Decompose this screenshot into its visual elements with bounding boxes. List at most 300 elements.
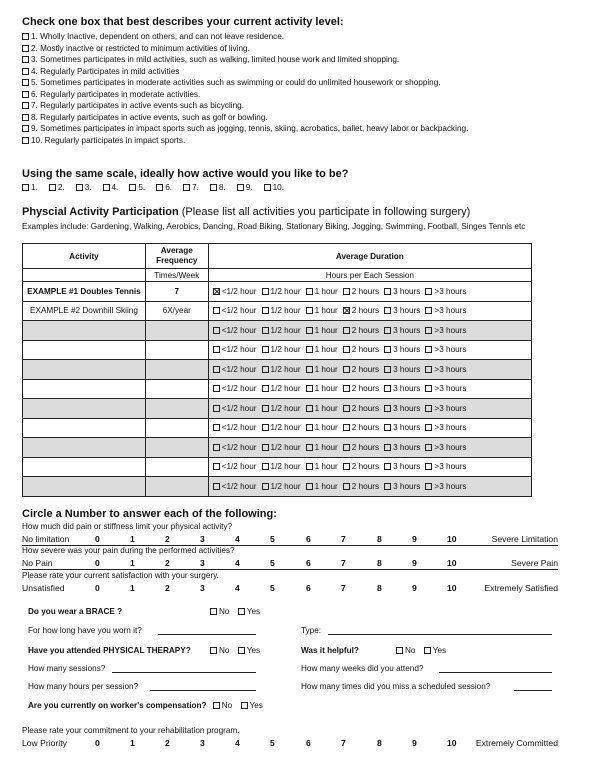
comp-yes[interactable] [241,700,263,712]
participation-heading-note: (Please list all activities you participate in following surgery) [181,206,471,218]
scale-number[interactable]: 2 [165,738,170,748]
brace-yes-checkbox[interactable] [238,608,245,615]
ideal-option[interactable] [49,182,65,194]
duration-option[interactable] [306,365,338,374]
duration-checkbox[interactable] [306,327,313,334]
activity-level-checkbox[interactable] [22,45,29,52]
frequency-cell[interactable] [145,477,208,497]
activity-level-checkbox[interactable] [22,102,29,109]
duration-option[interactable] [213,287,257,296]
therapy-weeks-field[interactable] [439,672,552,673]
scale-number[interactable]: 3 [200,738,205,748]
duration-checkbox[interactable] [262,444,269,451]
therapy-weeks-label: How many weeks did you attend? [301,664,424,673]
duration-option[interactable] [384,384,420,393]
ideal-checkbox[interactable] [76,184,83,191]
ideal-option[interactable] [129,182,145,194]
brace-duration-field[interactable] [158,634,256,635]
table-row [23,360,532,380]
duration-label: 2 hours [351,364,380,374]
scale-number[interactable]: 10 [447,558,457,568]
duration-option[interactable] [425,423,466,432]
activity-level-checkbox[interactable] [22,33,29,40]
duration-checkbox[interactable] [384,424,391,431]
therapy-hours-field[interactable] [150,690,256,691]
duration-option[interactable] [425,326,466,335]
duration-label: >3 hours [434,384,467,394]
comp-no-checkbox[interactable] [213,702,220,709]
duration-label: 3 hours [393,364,421,374]
brace-yes[interactable] [238,606,260,618]
ideal-checkbox[interactable] [156,184,163,191]
duration-checkbox[interactable] [384,444,391,451]
duration-checkbox[interactable] [262,288,269,295]
activity-level-option[interactable] [22,54,468,66]
duration-label: >3 hours [434,306,467,316]
duration-option[interactable] [343,306,379,315]
ideal-checkbox[interactable] [22,184,29,191]
activity-level-checkbox[interactable] [22,68,29,75]
duration-option[interactable] [262,287,301,296]
scale-number[interactable]: 10 [447,534,457,544]
duration-checkbox[interactable] [343,385,350,392]
helpful-yes[interactable] [424,645,446,657]
frequency-cell[interactable]: 7 [145,282,208,302]
duration-label: >3 hours [434,462,467,472]
scale-number[interactable]: 5 [270,534,275,544]
scale-number[interactable]: 2 [165,583,170,593]
scale-number[interactable]: 6 [306,583,311,593]
duration-option[interactable] [213,423,257,432]
duration-option[interactable] [425,306,466,315]
duration-checkbox[interactable] [306,346,313,353]
duration-checkbox[interactable] [262,405,269,412]
sub-activity [23,269,146,282]
duration-label: 1 hour [314,306,338,316]
duration-checkbox[interactable] [306,405,313,412]
activity-level-label: 9. Sometimes participates in impact sports such as jogging, tennis, skiing, acrobatics, ballet, heavy labor or backpacking. [31,124,469,133]
activity-level-checkbox[interactable] [22,125,29,132]
duration-label: 2 hours [351,325,380,335]
duration-option[interactable] [262,326,301,335]
activity-cell[interactable] [23,399,146,419]
scale-number[interactable]: 10 [447,738,457,748]
duration-option[interactable] [384,345,420,354]
scale-number[interactable]: 3 [200,534,205,544]
scale-number[interactable]: 7 [341,558,346,568]
therapy-sessions-field[interactable] [112,672,256,673]
activity-cell[interactable] [23,379,146,399]
duration-label: <1/2 hour [221,423,257,433]
therapy-no-checkbox[interactable] [210,647,217,654]
duration-option[interactable] [425,404,466,413]
activity-level-option[interactable] [22,112,468,124]
duration-checkbox[interactable] [213,327,220,334]
duration-checkbox[interactable] [425,444,432,451]
scale-number[interactable]: 5 [270,738,275,748]
duration-checkbox[interactable] [384,366,391,373]
helpful-no-checkbox[interactable] [396,647,403,654]
activity-cell[interactable] [23,360,146,380]
scale-number[interactable]: 0 [95,583,100,593]
scale-number[interactable]: 3 [200,583,205,593]
duration-label: >3 hours [434,423,467,433]
duration-checkbox[interactable] [262,327,269,334]
scale-number[interactable]: 5 [270,583,275,593]
brace-options [210,606,266,618]
duration-checkbox[interactable] [425,346,432,353]
duration-option[interactable] [425,462,466,471]
duration-option[interactable] [425,345,466,354]
helpful-yes-checkbox[interactable] [424,647,431,654]
duration-checkbox[interactable] [306,307,313,314]
ideal-checkbox[interactable] [103,184,110,191]
ideal-checkbox[interactable] [183,184,190,191]
scale-number[interactable]: 7 [341,534,346,544]
scale-number[interactable]: 6 [306,558,311,568]
duration-option[interactable] [384,365,420,374]
duration-checkbox[interactable] [425,483,432,490]
duration-label: 1 hour [314,442,338,452]
duration-option[interactable] [425,482,466,491]
activity-level-checkbox[interactable] [22,91,29,98]
duration-option[interactable] [262,482,301,491]
activity-cell[interactable] [23,340,146,360]
activity-level-option[interactable] [22,66,468,78]
duration-option[interactable] [213,404,257,413]
duration-checkbox[interactable] [425,405,432,412]
therapy-no[interactable] [210,645,229,657]
activity-cell[interactable] [23,438,146,458]
duration-option[interactable] [262,443,301,452]
participation-heading [22,206,470,218]
scale-number[interactable]: 4 [235,558,240,568]
duration-option[interactable] [262,404,301,413]
duration-checkbox[interactable] [343,366,350,373]
duration-checkbox[interactable] [213,288,220,295]
therapy-missed-field[interactable] [514,690,552,691]
duration-option[interactable] [213,345,257,354]
duration-label: 1 hour [314,481,338,491]
scale-number[interactable]: 6 [306,738,311,748]
frequency-cell[interactable] [145,340,208,360]
duration-option[interactable] [306,423,338,432]
activity-level-option[interactable] [22,43,468,55]
activity-level-option[interactable] [22,100,468,112]
duration-checkbox[interactable] [306,424,313,431]
duration-cell [208,379,531,399]
duration-checkbox[interactable] [343,463,350,470]
activity-level-option[interactable] [22,123,468,135]
duration-checkbox[interactable] [306,366,313,373]
q2-question: How severe was your pain during the performed activities? [22,546,235,555]
duration-checkbox[interactable] [213,405,220,412]
duration-option[interactable] [343,365,379,374]
ideal-option[interactable] [264,182,284,194]
duration-option[interactable] [262,365,301,374]
duration-checkbox[interactable] [343,346,350,353]
duration-checkbox[interactable] [343,405,350,412]
comp-yes-checkbox[interactable] [241,702,248,709]
frequency-cell[interactable] [145,379,208,399]
duration-checkbox[interactable] [343,424,350,431]
duration-checkbox[interactable] [425,424,432,431]
duration-label: <1/2 hour [221,384,257,394]
participation-heading-bold: Physcial Activity Participation [22,206,179,218]
scale-number[interactable]: 4 [235,534,240,544]
duration-option[interactable] [306,404,338,413]
duration-option[interactable] [306,443,338,452]
scale-number[interactable]: 2 [165,534,170,544]
duration-option[interactable] [306,345,338,354]
duration-option[interactable] [384,404,420,413]
duration-checkbox[interactable] [262,366,269,373]
duration-checkbox[interactable] [213,385,220,392]
table-row [23,399,532,419]
duration-option[interactable] [213,443,257,452]
scale-number[interactable]: 10 [447,583,457,593]
scale-number[interactable]: 7 [341,738,346,748]
duration-option[interactable] [306,384,338,393]
scale-number[interactable]: 1 [130,738,135,748]
duration-checkbox[interactable] [343,327,350,334]
duration-checkbox[interactable] [343,483,350,490]
ideal-option[interactable] [237,182,253,194]
duration-checkbox[interactable] [384,463,391,470]
ideal-option[interactable] [76,182,92,194]
duration-option[interactable] [306,287,338,296]
duration-option[interactable] [213,365,257,374]
table-row [23,477,532,497]
duration-option[interactable] [425,384,466,393]
table-row [23,457,532,477]
scale-number[interactable]: 9 [412,583,417,593]
frequency-cell[interactable]: 6X/year [145,301,208,321]
ideal-label: 8. [218,183,226,192]
activity-cell[interactable] [23,457,146,477]
duration-checkbox[interactable] [306,463,313,470]
duration-option[interactable] [262,306,301,315]
duration-option[interactable] [306,462,338,471]
duration-option[interactable] [306,482,338,491]
duration-label: 1/2 hour [270,481,301,491]
duration-option[interactable] [384,443,420,452]
duration-label: >3 hours [434,403,467,413]
duration-checkbox[interactable] [306,483,313,490]
frequency-cell[interactable] [145,438,208,458]
ideal-option[interactable] [183,182,199,194]
activity-level-option[interactable] [22,89,468,101]
ideal-checkbox[interactable] [210,184,217,191]
duration-checkbox[interactable] [425,288,432,295]
duration-option[interactable] [262,384,301,393]
duration-option[interactable] [343,482,379,491]
duration-option[interactable] [262,423,301,432]
duration-checkbox[interactable] [425,463,432,470]
duration-option[interactable] [384,423,420,432]
scale-number[interactable]: 9 [412,534,417,544]
activity-cell[interactable] [23,321,146,341]
ideal-option[interactable] [22,182,38,194]
duration-checkbox[interactable] [262,463,269,470]
scale-number[interactable]: 8 [377,583,382,593]
duration-checkbox[interactable] [384,288,391,295]
duration-checkbox[interactable] [306,385,313,392]
duration-option[interactable] [384,462,420,471]
duration-option[interactable] [384,326,420,335]
frequency-cell[interactable] [145,321,208,341]
duration-option[interactable] [306,306,338,315]
duration-option[interactable] [213,462,257,471]
duration-option[interactable] [384,306,420,315]
scale-number[interactable]: 6 [306,534,311,544]
duration-checkbox[interactable] [306,444,313,451]
duration-label: 3 hours [393,286,421,296]
comp-no[interactable] [213,700,232,712]
duration-checkbox[interactable] [213,424,220,431]
duration-checkbox[interactable] [306,288,313,295]
duration-option[interactable] [343,326,379,335]
therapy-question: Have you attended PHYSICAL THERAPY? [28,646,191,655]
scale-number[interactable]: 4 [235,738,240,748]
scale-number[interactable]: 1 [130,558,135,568]
duration-option[interactable] [425,287,466,296]
duration-option[interactable] [343,462,379,471]
scale-number[interactable]: 0 [95,738,100,748]
duration-option[interactable] [213,306,257,315]
scale-number[interactable]: 9 [412,558,417,568]
duration-option[interactable] [425,443,466,452]
ideal-checkbox[interactable] [264,184,271,191]
duration-checkbox[interactable] [213,346,220,353]
brace-type-field[interactable] [328,634,552,635]
duration-option[interactable] [343,404,379,413]
activity-level-checkbox[interactable] [22,114,29,121]
duration-checkbox[interactable] [213,366,220,373]
duration-option[interactable] [343,443,379,452]
duration-checkbox[interactable] [213,463,220,470]
duration-checkbox[interactable] [262,424,269,431]
duration-checkbox[interactable] [262,385,269,392]
activity-level-checkbox[interactable] [22,56,29,63]
duration-checkbox[interactable] [384,307,391,314]
duration-checkbox[interactable] [384,327,391,334]
scale-number[interactable]: 7 [341,583,346,593]
activity-cell[interactable] [23,477,146,497]
scale-number[interactable]: 9 [412,738,417,748]
duration-checkbox[interactable] [262,346,269,353]
ideal-option[interactable] [210,182,226,194]
helpful-no[interactable] [396,645,415,657]
duration-option[interactable] [306,326,338,335]
duration-checkbox[interactable] [213,307,220,314]
ideal-checkbox[interactable] [49,184,56,191]
activity-level-label: 6. Regularly participates in moderate activities. [31,89,201,99]
activity-level-option[interactable] [22,77,468,89]
scale-number[interactable]: 1 [130,534,135,544]
activity-level-option[interactable] [22,31,468,43]
duration-option[interactable] [343,345,379,354]
scale-number[interactable]: 4 [235,583,240,593]
duration-option[interactable] [343,287,379,296]
duration-checkbox[interactable] [425,327,432,334]
therapy-yes[interactable] [238,645,260,657]
scale-number[interactable]: 2 [165,558,170,568]
duration-checkbox[interactable] [343,307,350,314]
scale-low-label: Unsatisfied [22,583,65,593]
duration-checkbox[interactable] [384,483,391,490]
duration-checkbox[interactable] [384,385,391,392]
ideal-option[interactable] [103,182,119,194]
duration-option[interactable] [384,287,420,296]
duration-checkbox[interactable] [425,385,432,392]
duration-option[interactable] [343,384,379,393]
ideal-checkbox[interactable] [129,184,136,191]
activity-table [22,243,532,497]
ideal-checkbox[interactable] [237,184,244,191]
scale-number[interactable]: 8 [377,534,382,544]
scale-number[interactable]: 1 [130,583,135,593]
duration-option[interactable] [213,482,257,491]
scale-number[interactable]: 8 [377,558,382,568]
scale-number[interactable]: 0 [95,558,100,568]
duration-checkbox[interactable] [213,483,220,490]
duration-option[interactable] [262,462,301,471]
duration-checkbox[interactable] [262,307,269,314]
therapy-no-label: No [219,646,230,655]
scale-number[interactable]: 3 [200,558,205,568]
duration-option[interactable] [343,423,379,432]
duration-label: 2 hours [351,442,380,452]
frequency-cell[interactable] [145,457,208,477]
duration-option[interactable] [384,482,420,491]
activity-cell[interactable]: EXAMPLE #2 Downhill Skiing [23,301,146,321]
duration-option[interactable] [262,345,301,354]
duration-label: <1/2 hour [221,345,257,355]
ideal-activity-heading: Using the same scale, ideally how active would you like to be? [22,168,349,180]
duration-option[interactable] [213,326,257,335]
frequency-cell[interactable] [145,360,208,380]
ideal-option[interactable] [156,182,172,194]
duration-label: <1/2 hour [221,286,257,296]
duration-checkbox[interactable] [213,444,220,451]
duration-checkbox[interactable] [343,444,350,451]
activity-level-checkbox[interactable] [22,79,29,86]
duration-checkbox[interactable] [343,288,350,295]
activity-cell[interactable]: EXAMPLE #1 Doubles Tennis [23,282,146,302]
therapy-helpful-question: Was it helpful? [301,646,359,655]
duration-checkbox[interactable] [384,405,391,412]
therapy-yes-checkbox[interactable] [238,647,245,654]
activity-level-checkbox[interactable] [22,137,29,144]
scale-number[interactable]: 8 [377,738,382,748]
brace-no[interactable] [210,606,229,618]
duration-checkbox[interactable] [425,307,432,314]
duration-option[interactable] [425,365,466,374]
activity-cell[interactable] [23,418,146,438]
scale-number[interactable]: 0 [95,534,100,544]
frequency-cell[interactable] [145,418,208,438]
activity-level-option[interactable] [22,135,468,147]
duration-checkbox[interactable] [262,483,269,490]
duration-checkbox[interactable] [384,346,391,353]
duration-option[interactable] [213,384,257,393]
scale-number[interactable]: 5 [270,558,275,568]
brace-yes-label: Yes [246,607,261,616]
duration-checkbox[interactable] [425,366,432,373]
frequency-cell[interactable] [145,399,208,419]
brace-no-checkbox[interactable] [210,608,217,615]
